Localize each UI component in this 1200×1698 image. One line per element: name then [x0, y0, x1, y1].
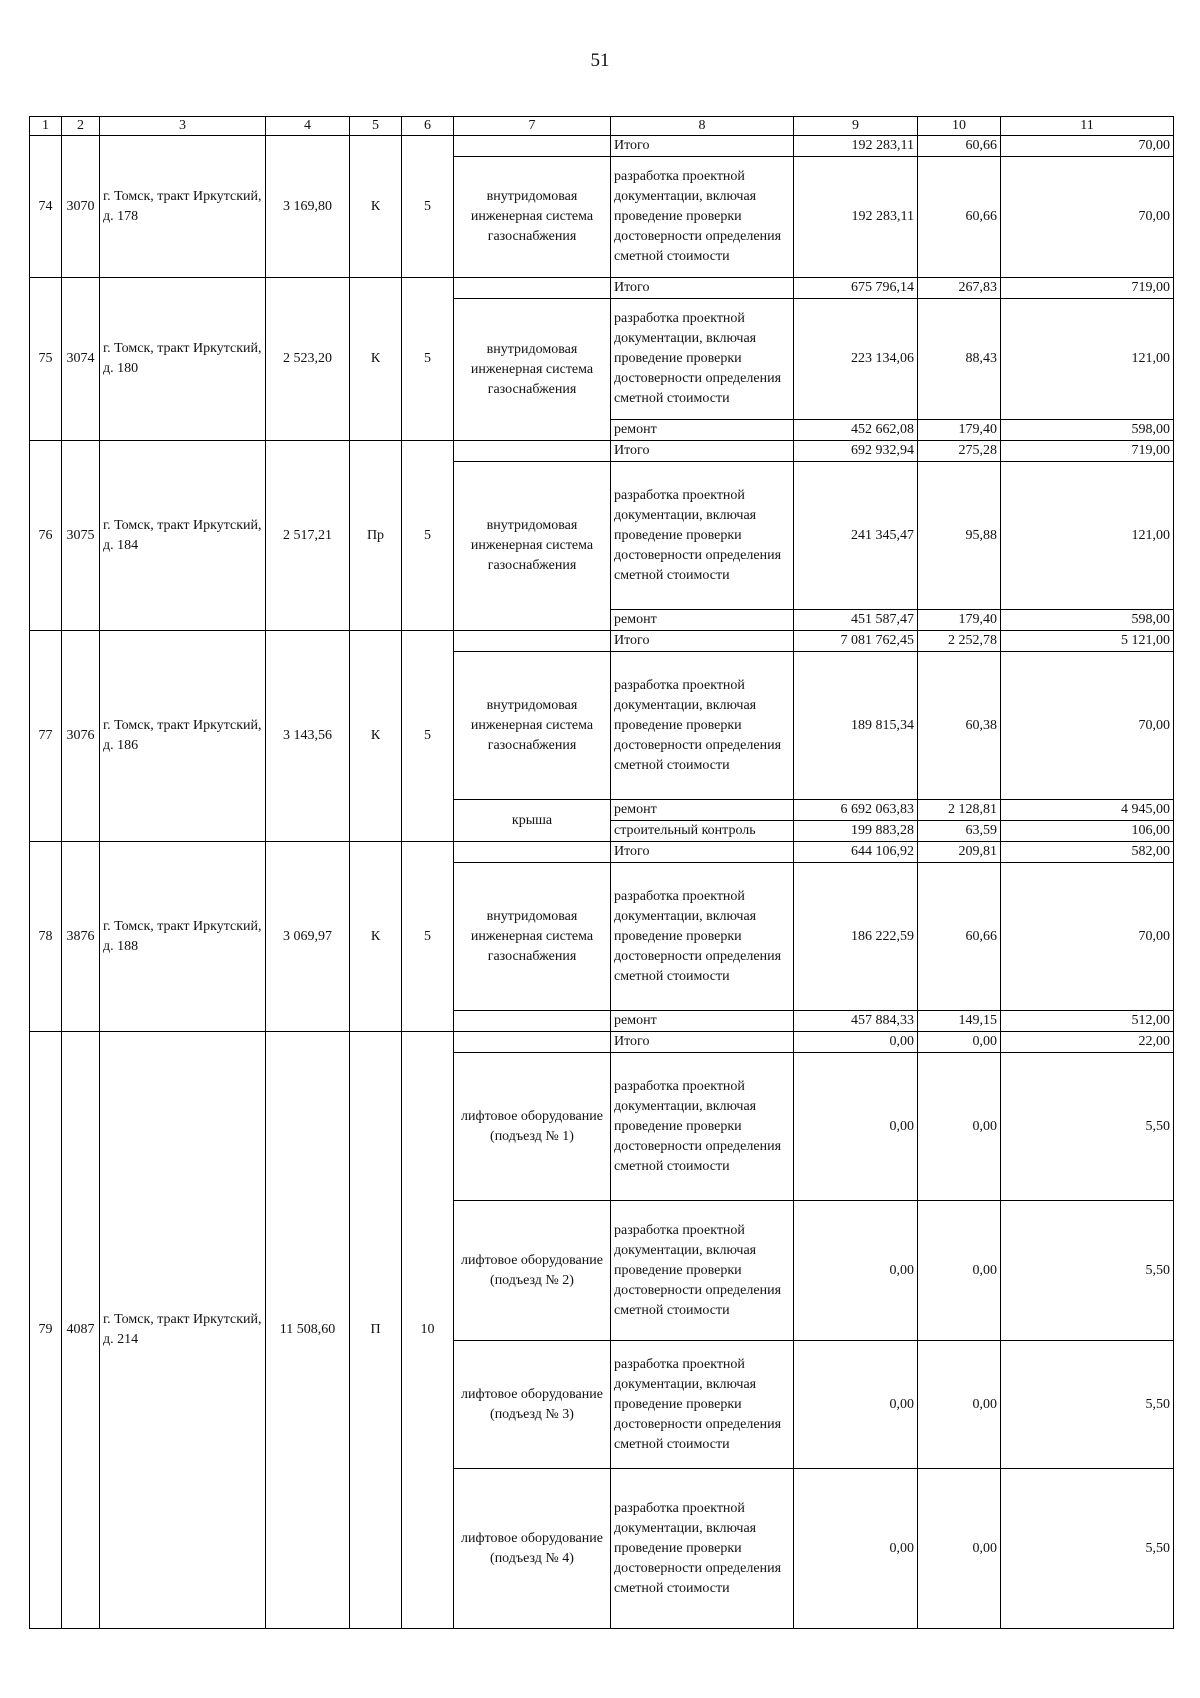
- house-id: 3076: [62, 631, 100, 842]
- col-header: 7: [454, 117, 611, 136]
- limit-cost: 4 945,00: [1001, 800, 1174, 821]
- table-row: [30, 278, 1174, 299]
- work-type: ремонт: [611, 420, 794, 441]
- col-header: 1: [30, 117, 62, 136]
- floors: 5: [402, 136, 454, 278]
- page-number: 51: [590, 50, 610, 71]
- work-type: разработка проектной документации, включая проведение проверки достоверности определения сметной стоимости: [611, 462, 794, 610]
- cost: 223 134,06: [794, 299, 918, 420]
- col-header: 10: [918, 117, 1001, 136]
- unit-cost: 179,40: [918, 420, 1001, 441]
- unit-cost: 267,83: [918, 278, 1001, 299]
- work-type: Итого: [611, 441, 794, 462]
- system-cell: [454, 842, 611, 863]
- cost: 189 815,34: [794, 652, 918, 800]
- table-row: [30, 441, 1174, 462]
- cost: 6 692 063,83: [794, 800, 918, 821]
- cost: 7 081 762,45: [794, 631, 918, 652]
- limit-cost: 70,00: [1001, 863, 1174, 1011]
- address: г. Томск, тракт Иркутский, д. 184: [100, 441, 266, 631]
- col-header: 3: [100, 117, 266, 136]
- cost: 692 932,94: [794, 441, 918, 462]
- col-header: 8: [611, 117, 794, 136]
- cost: 675 796,14: [794, 278, 918, 299]
- col-header: 5: [350, 117, 402, 136]
- work-type: ремонт: [611, 610, 794, 631]
- system-cell: [454, 278, 611, 299]
- unit-cost: 0,00: [918, 1032, 1001, 1053]
- cost: 0,00: [794, 1201, 918, 1341]
- system-name: внутридомовая инженерная система газоснабжения: [454, 863, 611, 1011]
- unit-cost: 149,15: [918, 1011, 1001, 1032]
- cost: 0,00: [794, 1053, 918, 1201]
- col-header: 6: [402, 117, 454, 136]
- work-type: разработка проектной документации, включая проведение проверки достоверности определения сметной стоимости: [611, 157, 794, 278]
- cost: 186 222,59: [794, 863, 918, 1011]
- limit-cost: 719,00: [1001, 441, 1174, 462]
- work-type: Итого: [611, 631, 794, 652]
- system-cell: [454, 441, 611, 462]
- system-name: лифтовое оборудование (подъезд № 1): [454, 1053, 611, 1201]
- wall-type: К: [350, 278, 402, 441]
- work-type: ремонт: [611, 800, 794, 821]
- cost: 644 106,92: [794, 842, 918, 863]
- system-cell: [454, 136, 611, 157]
- system-name: внутридомовая инженерная система газоснабжения: [454, 652, 611, 800]
- limit-cost: 598,00: [1001, 610, 1174, 631]
- unit-cost: 88,43: [918, 299, 1001, 420]
- table-row: [30, 1032, 1174, 1053]
- work-type: разработка проектной документации, включая проведение проверки достоверности определения сметной стоимости: [611, 863, 794, 1011]
- system-cell: [454, 1032, 611, 1053]
- limit-cost: 512,00: [1001, 1011, 1174, 1032]
- limit-cost: 5,50: [1001, 1469, 1174, 1629]
- row-number: 76: [30, 441, 62, 631]
- house-id: 3074: [62, 278, 100, 441]
- area: 2 523,20: [266, 278, 350, 441]
- limit-cost: 582,00: [1001, 842, 1174, 863]
- unit-cost: 60,66: [918, 863, 1001, 1011]
- unit-cost: 60,66: [918, 157, 1001, 278]
- system-name: крыша: [454, 800, 611, 842]
- table-row: [30, 136, 1174, 157]
- floors: 5: [402, 278, 454, 441]
- unit-cost: 0,00: [918, 1201, 1001, 1341]
- table-row: [30, 842, 1174, 863]
- work-type: Итого: [611, 136, 794, 157]
- unit-cost: 0,00: [918, 1053, 1001, 1201]
- wall-type: Пр: [350, 441, 402, 631]
- system-name: лифтовое оборудование (подъезд № 2): [454, 1201, 611, 1341]
- unit-cost: 209,81: [918, 842, 1001, 863]
- limit-cost: 5 121,00: [1001, 631, 1174, 652]
- system-name: внутридомовая инженерная система газоснабжения: [454, 299, 611, 441]
- address: г. Томск, тракт Иркутский, д. 178: [100, 136, 266, 278]
- cost: 199 883,28: [794, 821, 918, 842]
- wall-type: К: [350, 842, 402, 1032]
- cost: 0,00: [794, 1469, 918, 1629]
- limit-cost: 598,00: [1001, 420, 1174, 441]
- row-number: 74: [30, 136, 62, 278]
- wall-type: К: [350, 631, 402, 842]
- floors: 10: [402, 1032, 454, 1629]
- limit-cost: 106,00: [1001, 821, 1174, 842]
- system-name: лифтовое оборудование (подъезд № 4): [454, 1469, 611, 1629]
- house-id: 3070: [62, 136, 100, 278]
- system-name: внутридомовая инженерная система газоснабжения: [454, 462, 611, 631]
- limit-cost: 719,00: [1001, 278, 1174, 299]
- work-type: разработка проектной документации, включая проведение проверки достоверности определения сметной стоимости: [611, 1053, 794, 1201]
- cost: 0,00: [794, 1341, 918, 1469]
- table-row: [30, 631, 1174, 652]
- col-header: 2: [62, 117, 100, 136]
- area: 11 508,60: [266, 1032, 350, 1629]
- unit-cost: 60,38: [918, 652, 1001, 800]
- system-cell: [454, 631, 611, 652]
- area: 3 069,97: [266, 842, 350, 1032]
- unit-cost: 95,88: [918, 462, 1001, 610]
- area: 3 143,56: [266, 631, 350, 842]
- area: 2 517,21: [266, 441, 350, 631]
- limit-cost: 121,00: [1001, 299, 1174, 420]
- unit-cost: 2 252,78: [918, 631, 1001, 652]
- col-header: 9: [794, 117, 918, 136]
- work-type: Итого: [611, 842, 794, 863]
- limit-cost: 70,00: [1001, 652, 1174, 800]
- work-type: разработка проектной документации, включая проведение проверки достоверности определения сметной стоимости: [611, 1341, 794, 1469]
- system-cell: [454, 1011, 611, 1032]
- cost: 241 345,47: [794, 462, 918, 610]
- cost: 457 884,33: [794, 1011, 918, 1032]
- system-name: лифтовое оборудование (подъезд № 3): [454, 1341, 611, 1469]
- limit-cost: 22,00: [1001, 1032, 1174, 1053]
- cost: 0,00: [794, 1032, 918, 1053]
- work-type: строительный контроль: [611, 821, 794, 842]
- system-name: внутридомовая инженерная система газоснабжения: [454, 157, 611, 278]
- work-type: Итого: [611, 278, 794, 299]
- work-type: разработка проектной документации, включая проведение проверки достоверности определения сметной стоимости: [611, 1201, 794, 1341]
- limit-cost: 70,00: [1001, 157, 1174, 278]
- area: 3 169,80: [266, 136, 350, 278]
- address: г. Томск, тракт Иркутский, д. 188: [100, 842, 266, 1032]
- wall-type: К: [350, 136, 402, 278]
- cost: 452 662,08: [794, 420, 918, 441]
- limit-cost: 5,50: [1001, 1341, 1174, 1469]
- cost: 451 587,47: [794, 610, 918, 631]
- col-header: 11: [1001, 117, 1174, 136]
- floors: 5: [402, 842, 454, 1032]
- unit-cost: 63,59: [918, 821, 1001, 842]
- work-type: разработка проектной документации, включая проведение проверки достоверности определения сметной стоимости: [611, 652, 794, 800]
- address: г. Томск, тракт Иркутский, д. 186: [100, 631, 266, 842]
- unit-cost: 0,00: [918, 1341, 1001, 1469]
- floors: 5: [402, 441, 454, 631]
- house-id: 3876: [62, 842, 100, 1032]
- limit-cost: 5,50: [1001, 1201, 1174, 1341]
- repair-program-table: [29, 116, 1174, 1629]
- address: г. Томск, тракт Иркутский, д. 180: [100, 278, 266, 441]
- unit-cost: 275,28: [918, 441, 1001, 462]
- work-type: разработка проектной документации, включая проведение проверки достоверности определения сметной стоимости: [611, 1469, 794, 1629]
- row-number: 77: [30, 631, 62, 842]
- row-number: 79: [30, 1032, 62, 1629]
- house-id: 3075: [62, 441, 100, 631]
- unit-cost: 60,66: [918, 136, 1001, 157]
- work-type: Итого: [611, 1032, 794, 1053]
- unit-cost: 179,40: [918, 610, 1001, 631]
- limit-cost: 70,00: [1001, 136, 1174, 157]
- work-type: разработка проектной документации, включая проведение проверки достоверности определения сметной стоимости: [611, 299, 794, 420]
- wall-type: П: [350, 1032, 402, 1629]
- col-header: 4: [266, 117, 350, 136]
- address: г. Томск, тракт Иркутский, д. 214: [100, 1032, 266, 1629]
- floors: 5: [402, 631, 454, 842]
- house-id: 4087: [62, 1032, 100, 1629]
- row-number: 78: [30, 842, 62, 1032]
- unit-cost: 2 128,81: [918, 800, 1001, 821]
- limit-cost: 5,50: [1001, 1053, 1174, 1201]
- row-number: 75: [30, 278, 62, 441]
- unit-cost: 0,00: [918, 1469, 1001, 1629]
- work-type: ремонт: [611, 1011, 794, 1032]
- column-number-row: [30, 117, 1174, 136]
- cost: 192 283,11: [794, 157, 918, 278]
- cost: 192 283,11: [794, 136, 918, 157]
- limit-cost: 121,00: [1001, 462, 1174, 610]
